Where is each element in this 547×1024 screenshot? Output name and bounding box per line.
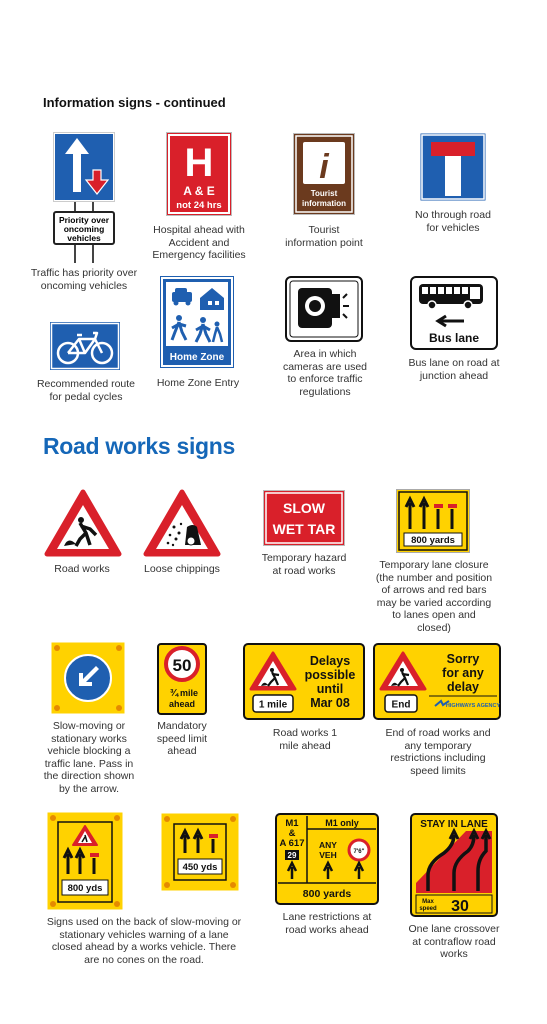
delays-line4: Mar 08 [310, 696, 350, 710]
lane-restrictions-sign [275, 813, 379, 905]
bus-lane-caption: Bus lane on road at junction ahead [408, 357, 500, 382]
delays-line1: Delays [309, 654, 351, 668]
slow-moving-sign [51, 642, 125, 714]
road-works-caption: Road works [54, 563, 110, 575]
tourist-sign [293, 133, 355, 215]
lane-closure-distance: 800 yards [411, 535, 455, 546]
contraflow-max: Max [422, 899, 434, 905]
lane-restr-any: ANY [319, 840, 337, 850]
back-of-vehicle-800-sign [47, 812, 123, 910]
camera-caption: Area in which cameras are used to enforce traffic regulations [282, 348, 368, 398]
road-works-sign [44, 489, 122, 557]
home-zone-sign [160, 276, 234, 368]
priority-plate-line1: Priority over [58, 215, 110, 225]
lane-restr-width: 7'6" [353, 849, 365, 855]
lane-restr-veh: VEH [319, 850, 337, 860]
cycle-route-caption: Recommended route for pedal cycles [36, 378, 136, 403]
no-through-road-caption: No through road for vehicles [415, 209, 491, 234]
loose-chippings-sign [143, 489, 221, 557]
slow-wet-tar-line2: WET TAR [272, 521, 336, 537]
priority-caption: Traffic has priority over oncoming vehicles [30, 267, 138, 292]
speed-limit-caption: Mandatory speed limit ahead [156, 720, 208, 757]
back-of-vehicle-caption: Signs used on the back of slow-moving or stationary vehicles warning of a lane closed ahead by a works vehicle. There are no cones on the road. [46, 916, 242, 966]
lane-restr-left-2: & [288, 828, 296, 839]
end-works-line1: Sorry [446, 652, 480, 666]
speed-limit-ahead: ahead [168, 699, 196, 709]
delays-distance: 1 mile [258, 699, 288, 711]
lane-restr-junction: 29 [287, 851, 297, 860]
end-works-sign [373, 643, 501, 720]
section-title-information: Information signs - continued [43, 95, 226, 110]
home-zone-label: Home Zone [169, 352, 225, 363]
bus-lane-sign [410, 276, 498, 350]
contraflow-speed: 30 [451, 898, 469, 915]
hospital-sign [166, 132, 232, 216]
slow-wet-tar-caption: Temporary hazard at road works [261, 552, 347, 577]
end-works-line2: for any [442, 666, 484, 680]
lane-closure-caption: Temporary lane closure (the number and position of arrows and red bars may be varied according to lanes open and closed) [375, 559, 493, 634]
contraflow-speed-word: speed [419, 906, 437, 912]
slow-moving-caption: Slow-moving or stationary works vehicle blocking a traffic lane. Pass in the direction shown by the arrow. [43, 720, 135, 795]
camera-sign [285, 276, 363, 342]
speed-limit-sign [157, 643, 207, 715]
speed-limit-fraction: ¾ [169, 688, 179, 699]
tourist-caption: Tourist information point [285, 224, 363, 249]
hospital-line2: not 24 hrs [176, 200, 222, 211]
delays-line2: possible [304, 668, 356, 682]
end-works-line3: delay [447, 680, 479, 694]
lane-restr-left-1: M1 [285, 818, 299, 829]
tourist-line1: Tourist [310, 189, 338, 198]
contraflow-caption: One lane crossover at contraflow road works [408, 923, 500, 960]
cycle-route-sign [49, 321, 121, 371]
lane-restr-distance: 800 yards [302, 888, 352, 900]
delays-line3: until [316, 682, 344, 696]
contraflow-header: STAY IN LANE [420, 819, 488, 830]
lane-closure-sign [396, 489, 470, 553]
hospital-caption: Hospital ahead with Accident and Emergency facilities [152, 224, 246, 261]
priority-sign-posts [73, 245, 95, 265]
lane-restrictions-caption: Lane restrictions at road works ahead [282, 911, 372, 936]
slow-wet-tar-sign [263, 490, 345, 546]
end-works-agency: HIGHWAYS AGENCY [445, 703, 501, 709]
speed-limit-dist: mile [179, 688, 199, 698]
end-works-end-label: End [391, 699, 411, 711]
tourist-line2: information [302, 199, 346, 208]
loose-chippings-caption: Loose chippings [144, 563, 220, 575]
back-800-distance: 800 yds [67, 883, 103, 894]
home-zone-caption: Home Zone Entry [156, 377, 240, 389]
hospital-letter: H [184, 141, 214, 185]
lane-restr-left-3: A 617 [279, 838, 305, 849]
section-title-roadworks: Road works signs [43, 433, 236, 459]
no-through-road-sign [419, 132, 487, 202]
lane-restr-right-head: M1 only [325, 818, 359, 828]
bus-lane-label: Bus lane [428, 331, 480, 345]
priority-plate-line3: vehicles [67, 233, 101, 243]
tourist-letter: i [319, 148, 329, 186]
end-works-caption: End of road works and any temporary restrictions including speed limits [385, 727, 491, 777]
delays-caption: Road works 1 mile ahead [272, 727, 338, 752]
priority-sign [53, 132, 115, 247]
back-450-distance: 450 yds [182, 862, 218, 873]
priority-plate-line2: oncoming [63, 224, 105, 234]
contraflow-sign [410, 813, 498, 917]
back-of-vehicle-450-sign [161, 813, 239, 891]
delays-sign [243, 643, 365, 720]
speed-limit-value: 50 [172, 656, 192, 675]
hospital-line1: A & E [183, 184, 215, 198]
slow-wet-tar-line1: SLOW [283, 500, 325, 516]
